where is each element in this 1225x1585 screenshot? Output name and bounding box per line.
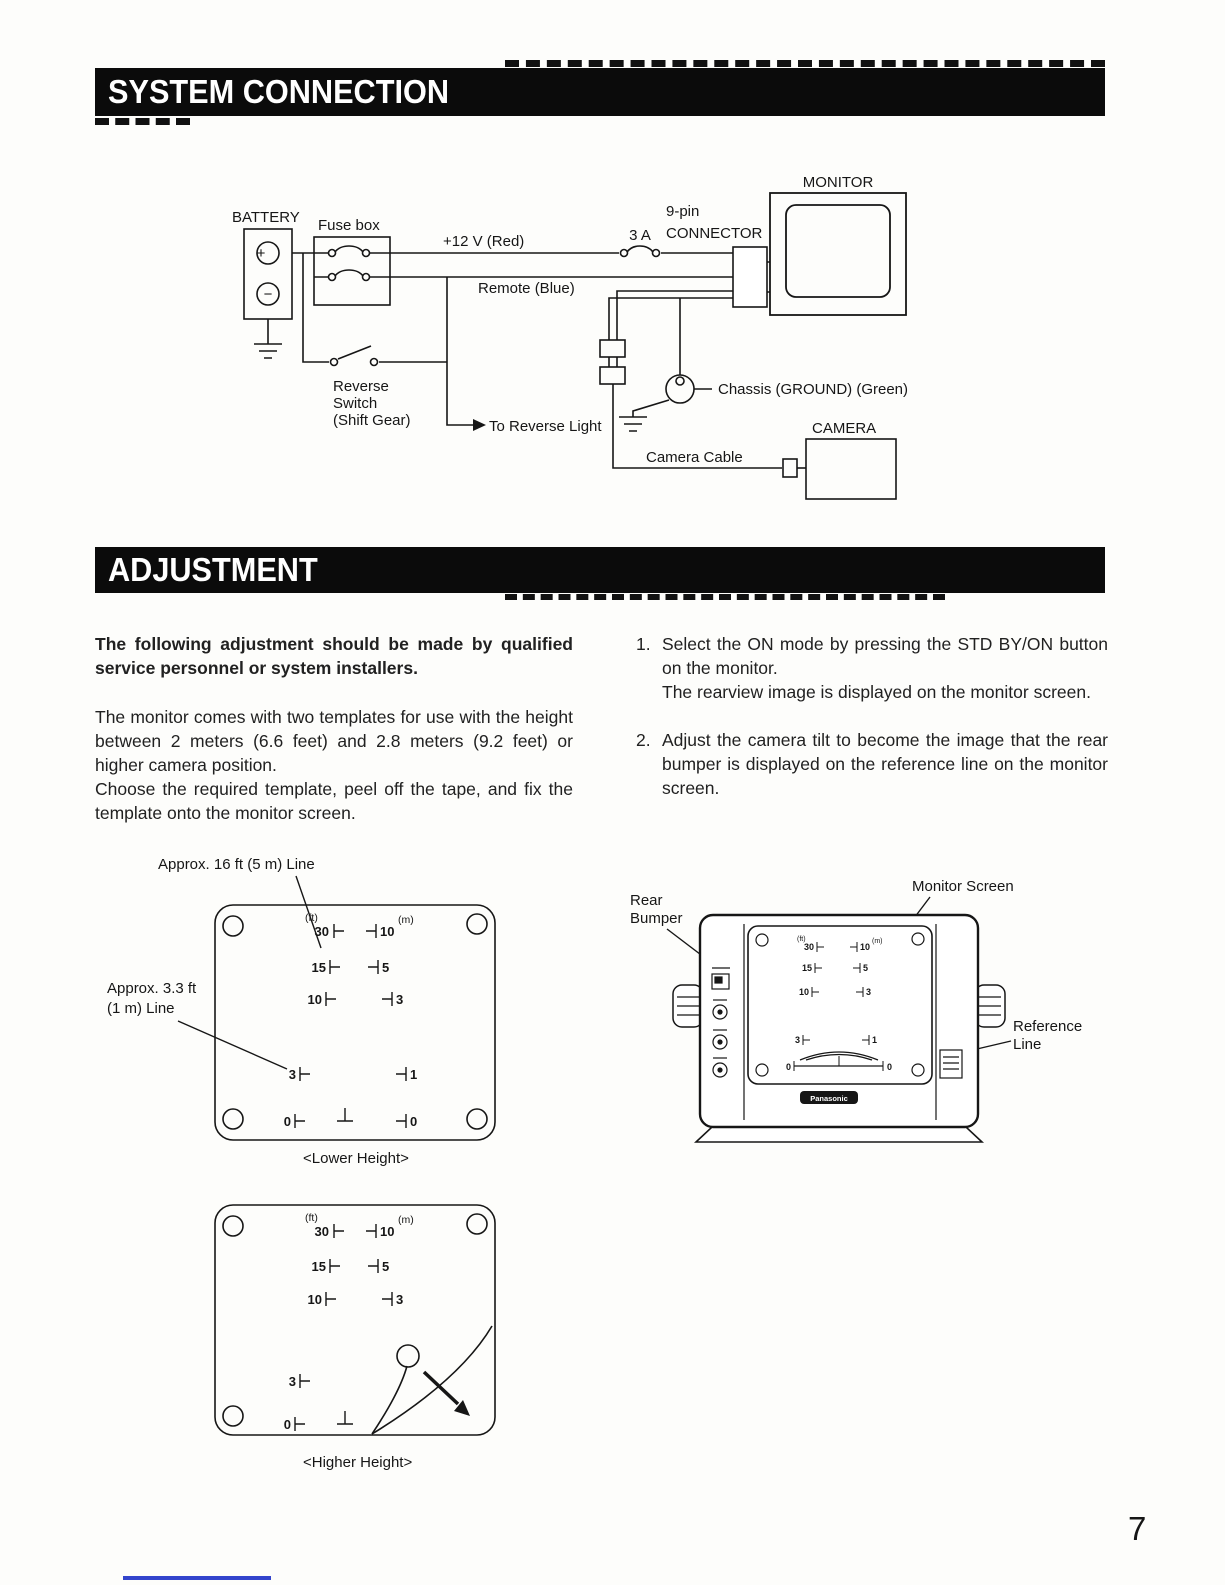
fuse1-terminal-b (363, 250, 370, 257)
section-title-system-connection: SYSTEM CONNECTION (108, 73, 450, 110)
scale-left-10: 10 (307, 1292, 322, 1307)
template-higher-height-diagram (90, 1195, 510, 1495)
m-unit: (m) (398, 1214, 414, 1226)
tick (396, 1067, 406, 1081)
scale-left: 30 (803, 942, 814, 952)
label-connector: CONNECTOR (666, 225, 763, 242)
step-1-body (662, 632, 1108, 704)
tick (396, 1114, 406, 1128)
scale-right-1: 1 (410, 1067, 418, 1082)
step-2-text: Adjust the camera tilt to become the image that the rear bumper is displayed on the reference line on the monitor screen. (662, 730, 1108, 798)
fuse-box-symbol (314, 237, 390, 305)
scale-right: 3 (866, 987, 872, 997)
arrow-to-reverse-light (473, 419, 486, 431)
tick (382, 1292, 392, 1306)
corner-hole (467, 1109, 487, 1129)
corner-hole (467, 1214, 487, 1234)
scan-artifact-line (123, 1576, 271, 1580)
m-unit: (m) (872, 938, 883, 945)
page-number: 7 (1128, 1510, 1147, 1547)
corner-hole (223, 916, 243, 936)
fuse1-terminal-a (329, 250, 336, 257)
scale-left-0: 0 (283, 1114, 291, 1129)
monitor-symbol (770, 193, 906, 315)
knob-dot (718, 1068, 722, 1072)
ft-unit: (ft) (797, 936, 806, 943)
switch-terminal-a (331, 359, 338, 366)
caption-higher-height: <Higher Height> (303, 1454, 413, 1471)
pointer-33ft (178, 1021, 287, 1069)
label-battery: BATTERY (232, 209, 300, 226)
step-1-number: 1. (636, 634, 651, 654)
fuse2-terminal-a (329, 274, 336, 281)
label-shift-gear: (Shift Gear) (333, 412, 411, 429)
peel-arrow-shaft (424, 1372, 458, 1404)
print-dash-adjustment (505, 594, 945, 600)
wire-between-plugs (609, 357, 617, 367)
fuse2-terminal-b (363, 274, 370, 281)
adjustment-right-column (636, 632, 1108, 824)
knob-dot (718, 1010, 722, 1014)
camera-plug (783, 459, 797, 477)
tick (330, 1259, 340, 1273)
template-sheet (215, 905, 495, 1140)
camera-box (806, 439, 896, 499)
tick (295, 1114, 305, 1128)
template-outline (215, 905, 495, 1140)
reverse-switch-symbol (331, 346, 378, 366)
label-33ft-line-1: Approx. 3.3 ft (107, 980, 197, 997)
adjustment-step-2 (636, 728, 1108, 800)
tick (366, 1224, 376, 1238)
scale-right: 5 (863, 963, 869, 973)
adjustment-para2: Choose the required template, peel off the tape, and fix the template onto the monitor screen. (95, 779, 573, 823)
center-mark (337, 1108, 353, 1121)
template-scale (284, 912, 417, 1129)
label-to-reverse-light: To Reverse Light (489, 418, 602, 435)
tick (382, 992, 392, 1006)
section-header-adjustment (95, 547, 1105, 593)
scale-right-10: 10 (380, 1224, 395, 1239)
scale-left-3: 3 (288, 1374, 296, 1389)
ft-unit: (ft) (305, 912, 318, 924)
nine-pin-connector (733, 247, 767, 307)
fuse3a-element (627, 246, 653, 252)
label-fuse-box: Fuse box (318, 217, 380, 234)
scale-right: 0 (887, 1062, 893, 1072)
corner-hole (223, 1406, 243, 1426)
tick (330, 960, 340, 974)
monitor-screen-shape (786, 205, 890, 297)
template-scale (284, 1212, 414, 1432)
corner-hole (223, 1109, 243, 1129)
label-reference: Reference (1013, 1018, 1083, 1035)
print-dash-left (95, 118, 190, 125)
label-reverse: Reverse (333, 378, 389, 395)
plus-sign: + (256, 245, 266, 262)
label-12v-red: +12 V (Red) (443, 233, 525, 250)
monitor-adjustment-diagram (620, 860, 1120, 1155)
scale-right: 10 (860, 942, 871, 952)
label-3a: 3 A (629, 227, 651, 244)
label-camera-cable: Camera Cable (646, 449, 743, 466)
tick (334, 1224, 344, 1238)
monitor-body (700, 915, 978, 1127)
ground-icon (254, 344, 282, 358)
scale-left: 15 (801, 963, 812, 973)
fuse-3a-symbol (621, 246, 660, 257)
label-monitor-screen: Monitor Screen (912, 878, 1014, 895)
corner-hole (223, 1216, 243, 1236)
mounting-bracket (696, 1127, 982, 1142)
adjustment-left-column (95, 632, 573, 825)
camera-symbol (783, 439, 896, 499)
adjustment-step-1 (636, 632, 1108, 704)
switch-terminal-b (371, 359, 378, 366)
scale-left-15: 15 (311, 1259, 326, 1274)
scale-right: 1 (872, 1035, 878, 1045)
tick (295, 1417, 305, 1431)
tick (334, 924, 344, 938)
section-title-adjustment: ADJUSTMENT (108, 551, 318, 588)
peel-curl-loop (397, 1345, 419, 1367)
m-unit: (m) (398, 914, 414, 926)
scale-left: 10 (798, 987, 809, 997)
minus-sign: − (263, 286, 273, 303)
tick (326, 992, 336, 1006)
print-dash-top (505, 60, 1105, 67)
adjustment-intro: The following adjustment should be made by qualified service personnel or system installers. (95, 634, 573, 678)
wire-down-b (609, 298, 733, 340)
label-monitor: MONITOR (802, 174, 874, 191)
connector-box (733, 247, 767, 307)
section-header-system-connection (95, 68, 1105, 116)
center-mark (337, 1411, 353, 1424)
fuse-box-outline (314, 237, 390, 305)
inline-plug-2 (600, 367, 625, 384)
step-1-text: Select the ON mode by pressing the STD BY/ON button on the monitor. (662, 634, 1108, 678)
wire-reverse-light (447, 277, 473, 425)
scale-right-10: 10 (380, 924, 395, 939)
label-chassis-ground: Chassis (GROUND) (Green) (718, 381, 909, 398)
adjustment-para1: The monitor comes with two templates for use with the height between 2 meters (6.6 feet) and 2.8 meters (9.2 feet) or higher camera position. (95, 707, 573, 775)
brand-logo: Panasonic (810, 1094, 848, 1103)
fuse3a-terminal-a (621, 250, 628, 257)
inline-plug-1 (600, 340, 625, 357)
label-switch: Switch (333, 395, 378, 412)
label-remote-blue: Remote (Blue) (478, 280, 575, 297)
scale-left-15: 15 (311, 960, 326, 975)
inline-connectors (600, 340, 625, 384)
corner-hole (467, 914, 487, 934)
ring-terminal (666, 375, 694, 403)
template-lower-height-diagram (90, 850, 510, 1180)
ft-unit: (ft) (305, 1212, 318, 1224)
caption-lower-height: <Lower Height> (303, 1150, 409, 1167)
peel-corner (372, 1326, 492, 1434)
step-1-text-2: The rearview image is displayed on the monitor screen. (662, 682, 1091, 702)
tick (326, 1292, 336, 1306)
wire-to-ground (633, 400, 669, 417)
tick (368, 1259, 378, 1273)
fuse3a-terminal-b (653, 250, 660, 257)
label-camera: CAMERA (812, 420, 877, 437)
fuse2-element (335, 270, 363, 276)
scale-left-30: 30 (314, 1224, 329, 1239)
step-2-body (662, 728, 1108, 800)
scale-right-5: 5 (382, 1259, 390, 1274)
ring-terminal-hole (676, 377, 684, 385)
tick (300, 1374, 310, 1388)
fuse1-element (335, 246, 363, 252)
scale-right-3: 3 (396, 992, 404, 1007)
scale-right-0: 0 (410, 1114, 418, 1129)
scale-right-3: 3 (396, 1292, 404, 1307)
ground-icon-2 (619, 417, 647, 431)
scale-left-30: 30 (314, 924, 329, 939)
scale-left-3: 3 (288, 1067, 296, 1082)
scale-left: 3 (794, 1035, 800, 1045)
scale-left-10: 10 (307, 992, 322, 1007)
label-reference-line: Line (1013, 1036, 1042, 1053)
wire-switch-branch (303, 253, 329, 362)
tick (300, 1067, 310, 1081)
system-connection-diagram (180, 165, 970, 515)
label-bumper: Bumper (630, 910, 683, 927)
tick (366, 924, 376, 938)
label-rear: Rear (630, 892, 663, 909)
power-led (715, 977, 722, 983)
label-16ft-line: Approx. 16 ft (5 m) Line (158, 856, 315, 873)
label-33ft-line-2: (1 m) Line (107, 1000, 175, 1017)
label-9pin: 9-pin (666, 203, 700, 220)
tick (368, 960, 378, 974)
switch-blade (338, 346, 371, 359)
scale-right-5: 5 (382, 960, 390, 975)
knob-dot (718, 1040, 722, 1044)
scale-left: 0 (785, 1062, 791, 1072)
step-2-number: 2. (636, 730, 651, 750)
scale-left-0: 0 (283, 1417, 291, 1432)
